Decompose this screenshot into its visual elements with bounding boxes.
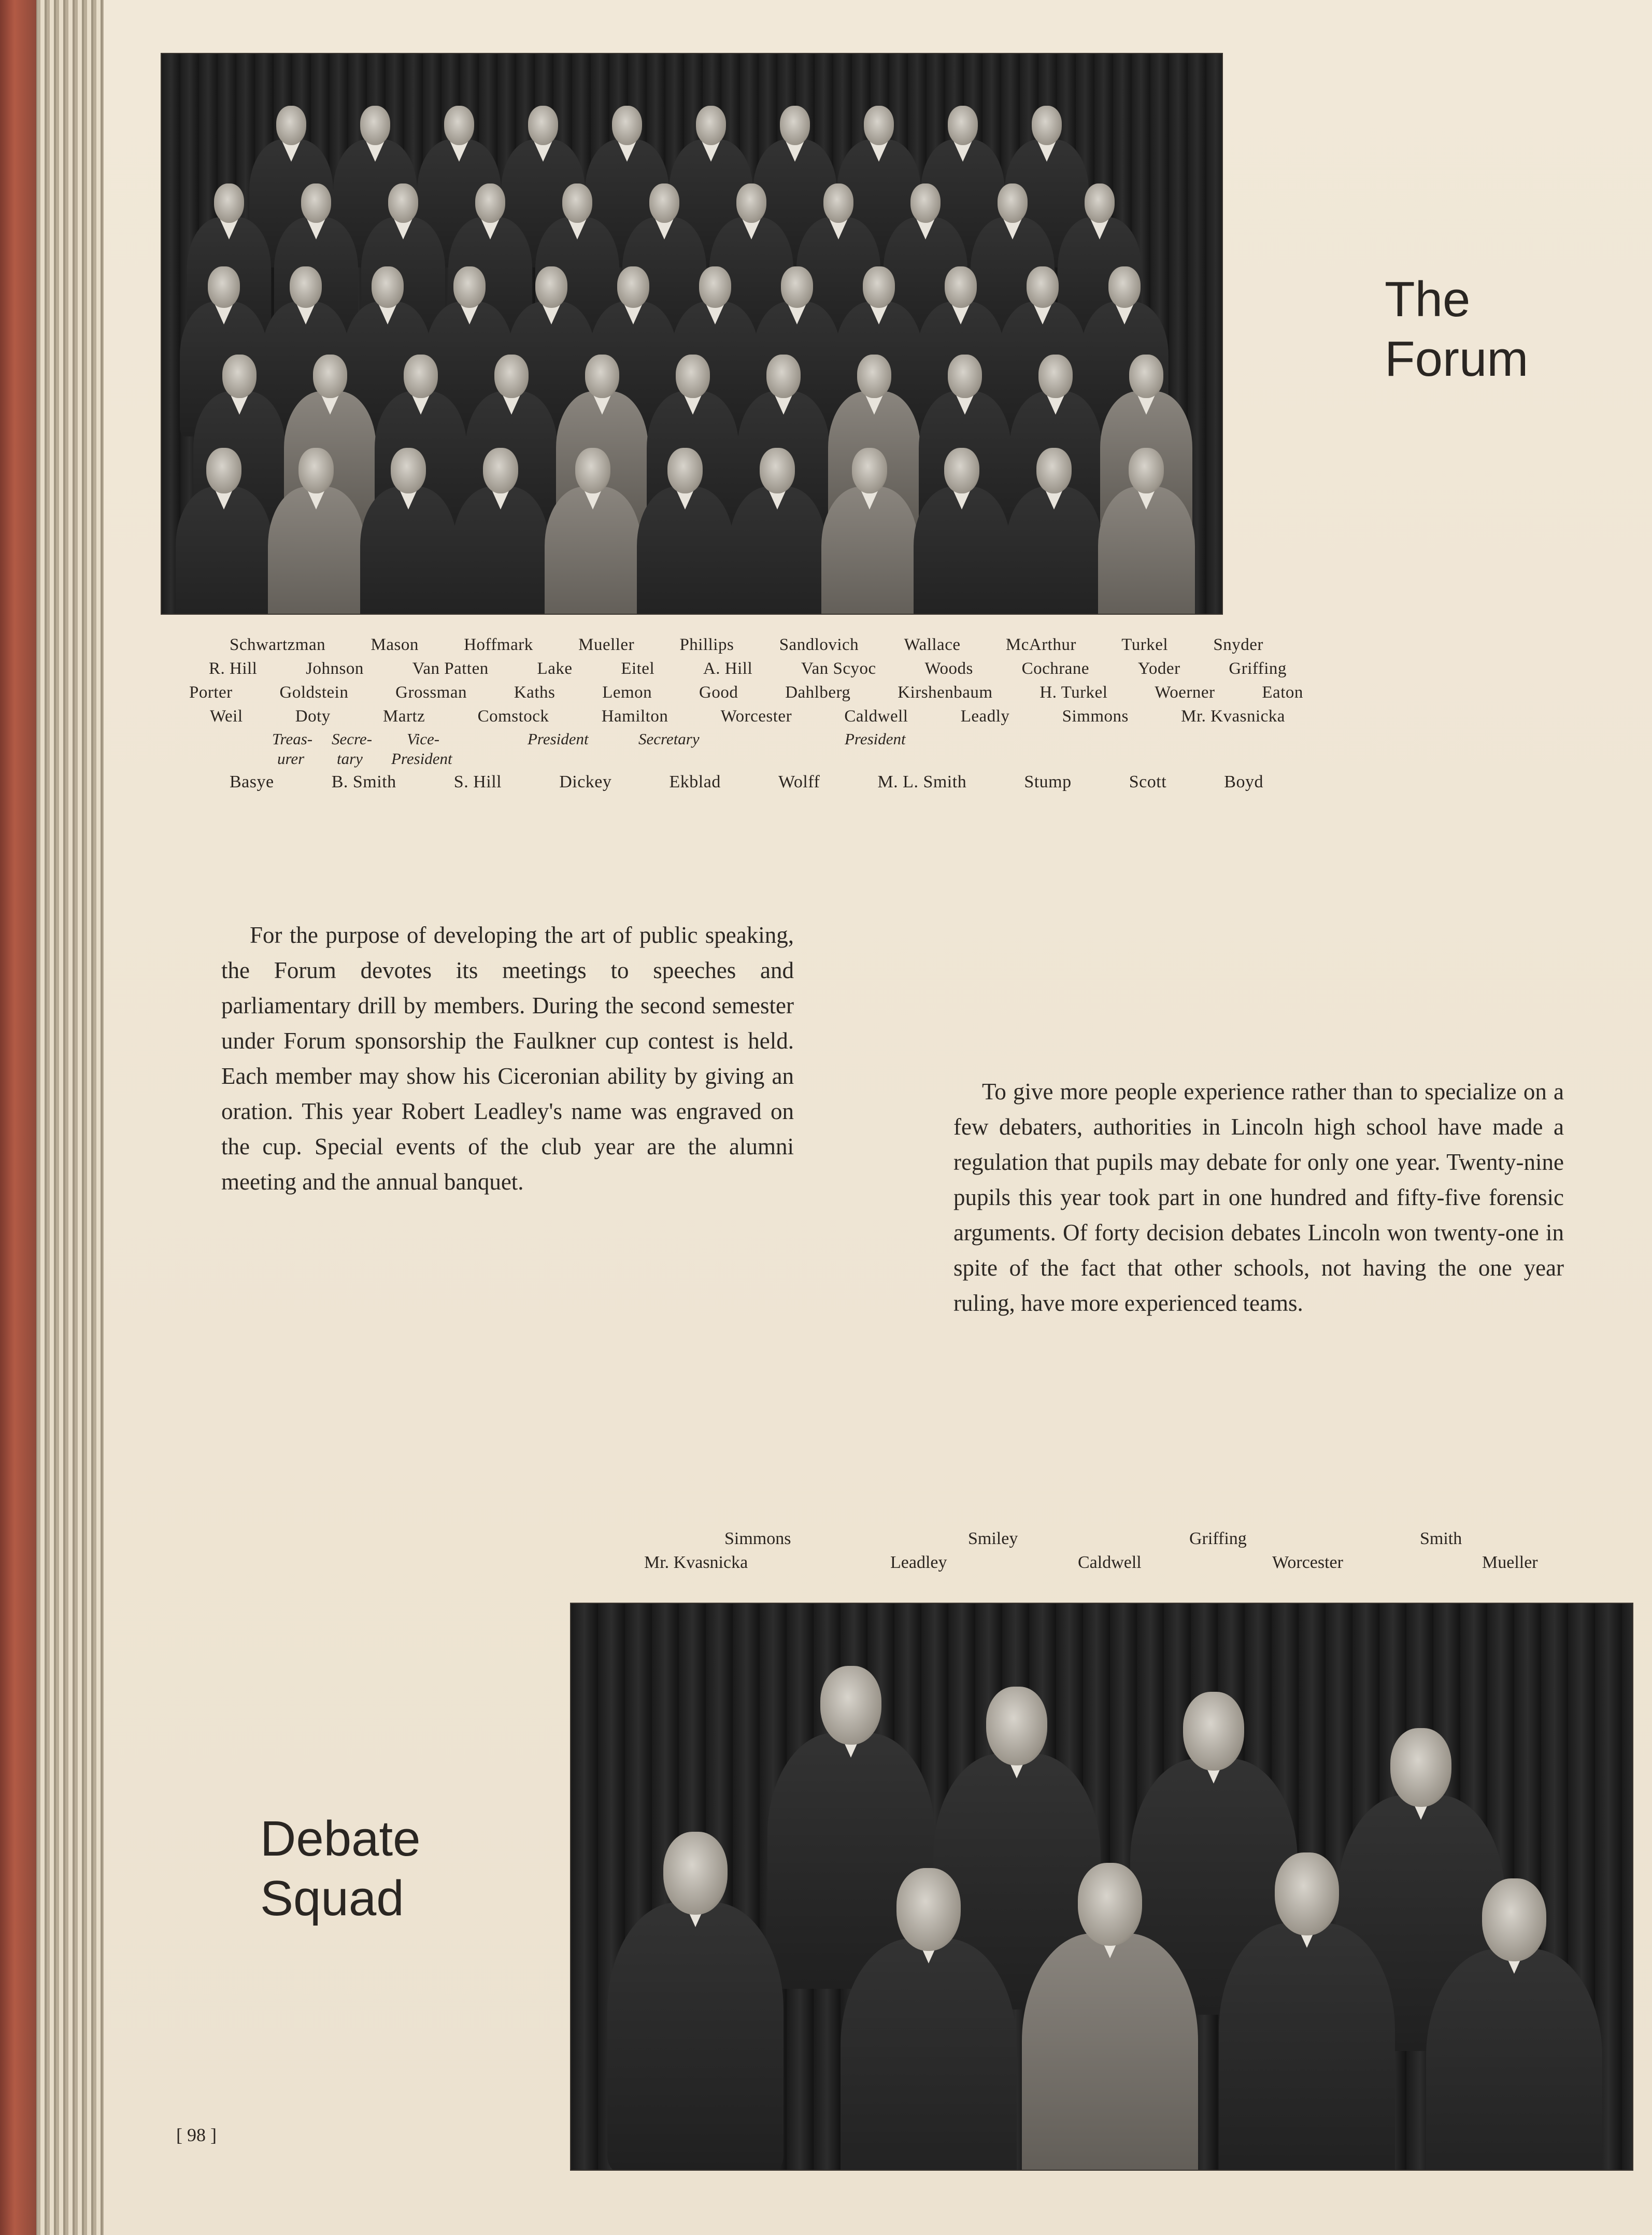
debate-name-leadley: Leadley	[890, 1553, 947, 1572]
photo-person	[1219, 1852, 1395, 2171]
caption-name: Wallace	[904, 635, 961, 654]
debate-name-mueller: Mueller	[1482, 1553, 1538, 1572]
caption-name: Schwartzman	[230, 635, 326, 654]
caption-name: Mueller	[578, 635, 635, 654]
photo-person	[914, 448, 1010, 615]
photo-person	[360, 448, 457, 615]
caption-name: Worcester	[720, 707, 792, 726]
caption-name: Simmons	[1062, 707, 1129, 726]
caption-name: Dahlberg	[785, 683, 851, 702]
forum-title-line2: Forum	[1385, 331, 1529, 387]
caption-name: Martz	[383, 707, 425, 726]
caption-name: B. Smith	[331, 772, 396, 791]
caption-row-2	[209, 659, 1287, 678]
caption-name: Griffing	[1229, 659, 1287, 678]
debate-name-smith: Smith	[1420, 1529, 1462, 1548]
caption-name: Woods	[924, 659, 973, 678]
forum-group-photo	[161, 53, 1223, 615]
photo-person	[268, 448, 365, 615]
photo-person	[452, 448, 549, 615]
caption-row-3	[189, 683, 1303, 702]
officer-secretary-2: tary	[337, 749, 363, 768]
caption-name: Hoffmark	[464, 635, 533, 654]
debate-title	[260, 1809, 421, 1928]
debate-name-simmons: Simmons	[724, 1529, 791, 1548]
page-number: [ 98 ]	[176, 2125, 217, 2145]
caption-name: Johnson	[306, 659, 364, 678]
caption-name: Dickey	[559, 772, 612, 791]
officer-vice-2: President	[391, 749, 452, 768]
photo-person	[821, 448, 918, 615]
caption-name: McArthur	[1005, 635, 1076, 654]
officer-secretary-1: Secre-	[332, 730, 373, 748]
caption-name: Comstock	[477, 707, 549, 726]
caption-name: Stump	[1024, 772, 1072, 791]
photo-person	[1022, 1863, 1198, 2171]
caption-front-row	[230, 772, 1263, 792]
caption-row-4	[210, 707, 1285, 726]
caption-name: M. L. Smith	[877, 772, 967, 791]
officer-president-a: President	[528, 730, 589, 748]
forum-title-line1: The	[1385, 272, 1471, 327]
caption-name: Wolff	[778, 772, 820, 791]
caption-name: Kirshenbaum	[898, 683, 993, 702]
caption-name: Hamilton	[601, 707, 668, 726]
photo-person	[841, 1868, 1017, 2171]
forum-title	[1385, 270, 1528, 389]
photo-person	[607, 1832, 784, 2171]
caption-name: Mr. Kvasnicka	[1181, 707, 1285, 726]
caption-name: Weil	[210, 707, 243, 726]
caption-name: Ekblad	[669, 772, 721, 791]
caption-name: Scott	[1129, 772, 1167, 791]
caption-name: Porter	[189, 683, 233, 702]
caption-name: Eaton	[1262, 683, 1303, 702]
debate-name-caldwell: Caldwell	[1078, 1553, 1142, 1572]
caption-name: Mason	[371, 635, 419, 654]
caption-name: Snyder	[1213, 635, 1263, 654]
debate-paragraph: To give more people experience rather than to specialize on a few debaters, authorities in Lincoln high school have made a regulation that pupils may debate for only one year. Twenty-nine pupils this year took part in one hundred and fifty-five forensic arguments. Of forty decision debates Lincoln won twenty-one in spite of the fact that other schools, not having the one year ruling, have more experienced teams.	[953, 1079, 1564, 1316]
caption-name: S. Hill	[453, 772, 502, 791]
officer-vice-1: Vice-	[407, 730, 440, 748]
photo-person	[176, 448, 273, 615]
caption-name: Phillips	[679, 635, 734, 654]
debate-title-line2: Squad	[260, 1871, 404, 1927]
caption-name: Basye	[230, 772, 274, 791]
forum-paragraph: For the purpose of developing the art of public speaking, the Forum devotes its meetings to speeches and parliamentary drill by members. During the second semester under Forum sponsorship the Faulkner cup contest is held. Each member may show his Ciceronian ability by giving an oration. This year Robert Leadley's name was engraved on the cup. Special events of the club year are the alumni meeting and the annual banquet.	[221, 922, 794, 1195]
caption-name: Lemon	[602, 683, 652, 702]
caption-name: Grossman	[395, 683, 467, 702]
photo-person	[729, 448, 826, 615]
officer-secretary-b: Secretary	[638, 730, 700, 748]
photo-person	[1098, 448, 1195, 615]
caption-name: Van Patten	[412, 659, 489, 678]
caption-name: H. Turkel	[1039, 683, 1108, 702]
debate-squad-photo	[570, 1603, 1633, 2171]
photo-person	[1426, 1878, 1602, 2171]
caption-name: Doty	[295, 707, 331, 726]
debate-title-line1: Debate	[260, 1811, 421, 1866]
caption-name: Kaths	[514, 683, 556, 702]
photo-person	[1006, 448, 1103, 615]
caption-name: Boyd	[1224, 772, 1263, 791]
caption-name: R. Hill	[209, 659, 258, 678]
officer-treasurer-2: urer	[277, 749, 305, 768]
book-spine-edge	[0, 0, 36, 2235]
photo-person	[545, 448, 642, 615]
officer-treasurer-1: Treas-	[272, 730, 313, 748]
yearbook-page	[104, 0, 1652, 2235]
caption-name: Good	[699, 683, 738, 702]
debate-name-worcester: Worcester	[1272, 1553, 1343, 1572]
caption-name: Leadly	[960, 707, 1010, 726]
caption-name: Caldwell	[844, 707, 908, 726]
caption-name: Woerner	[1155, 683, 1215, 702]
caption-name: Cochrane	[1021, 659, 1090, 678]
caption-name: Van Scyoc	[801, 659, 876, 678]
caption-name: Eitel	[621, 659, 655, 678]
debate-name-griffing: Griffing	[1189, 1529, 1247, 1548]
caption-name: Goldstein	[279, 683, 349, 702]
caption-name: Lake	[537, 659, 573, 678]
caption-name: Sandlovich	[779, 635, 859, 654]
debate-name-kvasnicka: Mr. Kvasnicka	[644, 1553, 748, 1572]
caption-name: Yoder	[1137, 659, 1180, 678]
caption-row-1	[230, 635, 1263, 655]
photo-person	[637, 448, 734, 615]
officer-president-b: President	[845, 730, 906, 748]
caption-name: Turkel	[1121, 635, 1169, 654]
caption-name: A. Hill	[703, 659, 753, 678]
debate-name-smiley: Smiley	[968, 1529, 1018, 1548]
